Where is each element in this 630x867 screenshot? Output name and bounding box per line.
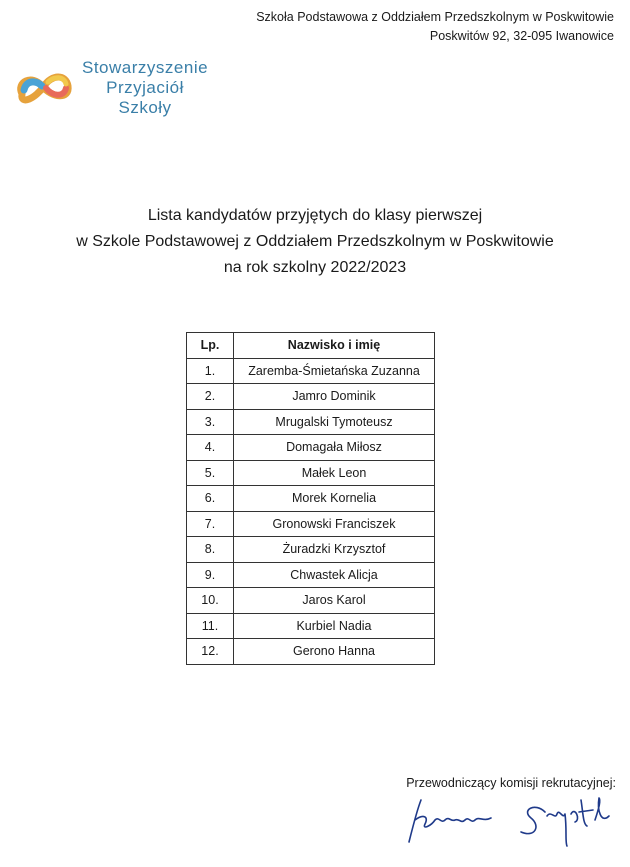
row-name: Zaremba-Śmietańska Zuzanna xyxy=(234,358,435,384)
title-line-2: w Szkole Podstawowej z Oddziałem Przedszkolnym w Poskwitowie xyxy=(76,233,554,250)
row-number: 8. xyxy=(187,537,234,563)
title-line-1: Lista kandydatów przyjętych do klasy pierwszej xyxy=(147,207,483,224)
logo xyxy=(12,58,208,118)
table-row xyxy=(187,358,435,384)
header-address xyxy=(256,8,614,46)
header-lp: Lp. xyxy=(187,333,234,359)
row-number: 7. xyxy=(187,511,234,537)
row-name: Chwastek Alicja xyxy=(234,562,435,588)
infinity-logo-icon xyxy=(12,60,76,116)
table-row xyxy=(187,588,435,614)
row-number: 1. xyxy=(187,358,234,384)
table-row xyxy=(187,613,435,639)
table-row xyxy=(187,435,435,461)
row-number: 6. xyxy=(187,486,234,512)
header-name: Nazwisko i imię xyxy=(234,333,435,359)
row-number: 11. xyxy=(187,613,234,639)
row-name: Domagała Miłosz xyxy=(234,435,435,461)
table-row xyxy=(187,409,435,435)
logo-text xyxy=(82,58,208,118)
table-row xyxy=(187,562,435,588)
row-number: 2. xyxy=(187,384,234,410)
row-name: Kurbiel Nadia xyxy=(234,613,435,639)
logo-line-2: Przyjaciół xyxy=(106,78,184,97)
title-line-3: na rok szkolny 2022/2023 xyxy=(223,259,407,276)
table-row xyxy=(187,460,435,486)
row-name: Mrugalski Tymoteusz xyxy=(234,409,435,435)
row-number: 5. xyxy=(187,460,234,486)
row-number: 12. xyxy=(187,639,234,665)
handwritten-signature-icon xyxy=(395,790,615,850)
table-row xyxy=(187,486,435,512)
table-row xyxy=(187,511,435,537)
table-row xyxy=(187,537,435,563)
row-name: Morek Kornelia xyxy=(234,486,435,512)
row-number: 3. xyxy=(187,409,234,435)
school-address: Poskwitów 92, 32-095 Iwanowice xyxy=(429,29,614,43)
table-row xyxy=(187,639,435,665)
row-name: Jaros Karol xyxy=(234,588,435,614)
document-title xyxy=(0,203,630,281)
logo-line-3: Szkoły xyxy=(118,98,172,117)
school-name: Szkoła Podstawowa z Oddziałem Przedszkolnym w Poskwitowie xyxy=(256,10,614,24)
signature-label: Przewodniczący komisji rekrutacyjnej: xyxy=(406,776,616,790)
table-header-row xyxy=(187,333,435,359)
row-name: Gerono Hanna xyxy=(234,639,435,665)
table-row xyxy=(187,384,435,410)
row-name: Małek Leon xyxy=(234,460,435,486)
row-name: Jamro Dominik xyxy=(234,384,435,410)
row-name: Żuradzki Krzysztof xyxy=(234,537,435,563)
candidates-table xyxy=(186,332,435,665)
row-number: 10. xyxy=(187,588,234,614)
row-number: 4. xyxy=(187,435,234,461)
logo-line-1: Stowarzyszenie xyxy=(82,58,209,77)
row-name: Gronowski Franciszek xyxy=(234,511,435,537)
row-number: 9. xyxy=(187,562,234,588)
